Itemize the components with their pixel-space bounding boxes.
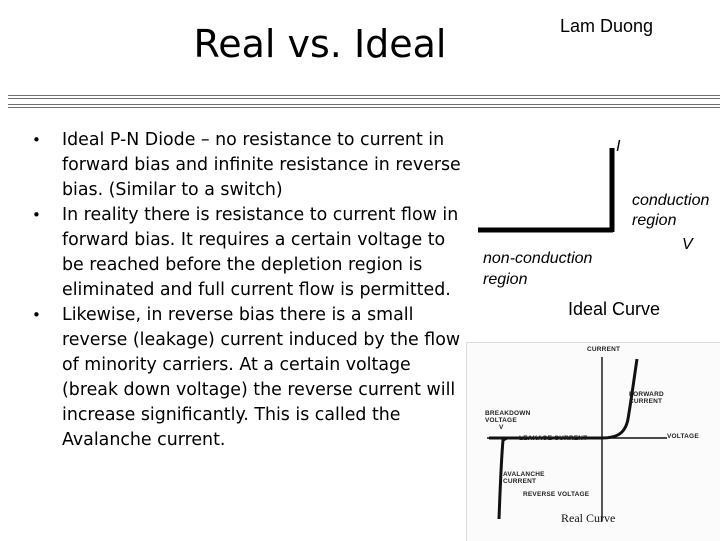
slide-title: Real vs. Ideal [193,22,447,66]
bullet-text: Ideal P-N Diode – no resistance to current in forward bias and infinite resistance in reverse bias. (Similar to a switch) [62,130,461,200]
axis-v-label: V [682,236,693,253]
bullet-dot-icon: • [32,131,41,149]
nonconduction-label-line2: region [483,271,528,288]
axis-i-label: I [616,138,621,155]
title-divider-line [8,95,720,96]
bullet-text: In reality there is resistance to current flow in forward bias. It requires a certain voltage to be reached before the depletion region is eliminated and full current flow is permitted. [62,205,459,300]
breakdown-vb-label: V [499,424,504,431]
real-curve-figure [466,342,720,541]
bullet-item [32,128,464,203]
title-divider-line [8,107,720,108]
conduction-label-line2: region [632,212,677,229]
bullet-item [32,303,464,453]
current-label: CURRENT [587,346,621,353]
forward-current-label-line1: FORWARD [629,391,664,398]
forward-current-label-line2: CURRENT [629,398,663,405]
bullet-item [32,203,464,303]
bullet-list [32,128,464,453]
breakdown-label-line2: VOLTAGE [485,417,517,424]
title-divider-line [8,98,720,99]
bullet-dot-icon: • [32,206,41,224]
conduction-label-line1: conduction [632,192,710,209]
bullet-dot-icon: • [32,306,41,324]
ideal-curve-graph [470,128,720,328]
ideal-curve-caption: Ideal Curve [568,299,661,319]
real-curve-caption: Real Curve [561,511,616,525]
forward-curve [489,359,637,438]
breakdown-label-line1: BREAKDOWN [485,410,531,417]
author-name: Lam Duong [560,16,654,36]
voltage-label: VOLTAGE [667,433,699,440]
nonconduction-label-line1: non-conduction [483,250,593,267]
avalanche-label-line1: AVALANCHE [503,471,545,478]
reverse-voltage-label: REVERSE VOLTAGE [523,491,590,498]
leakage-current-label: LEAKAGE CURRENT [519,435,588,442]
bullet-text: Likewise, in reverse bias there is a small reverse (leakage) current induced by the flow of minority carriers. At a certain voltage (break down voltage) the reverse current will increase significantly. This is called the Avalanche current. [62,305,461,450]
ideal-curve-diagram [470,128,720,328]
title-divider-line [8,104,720,105]
avalanche-label-line2: CURRENT [503,478,537,485]
